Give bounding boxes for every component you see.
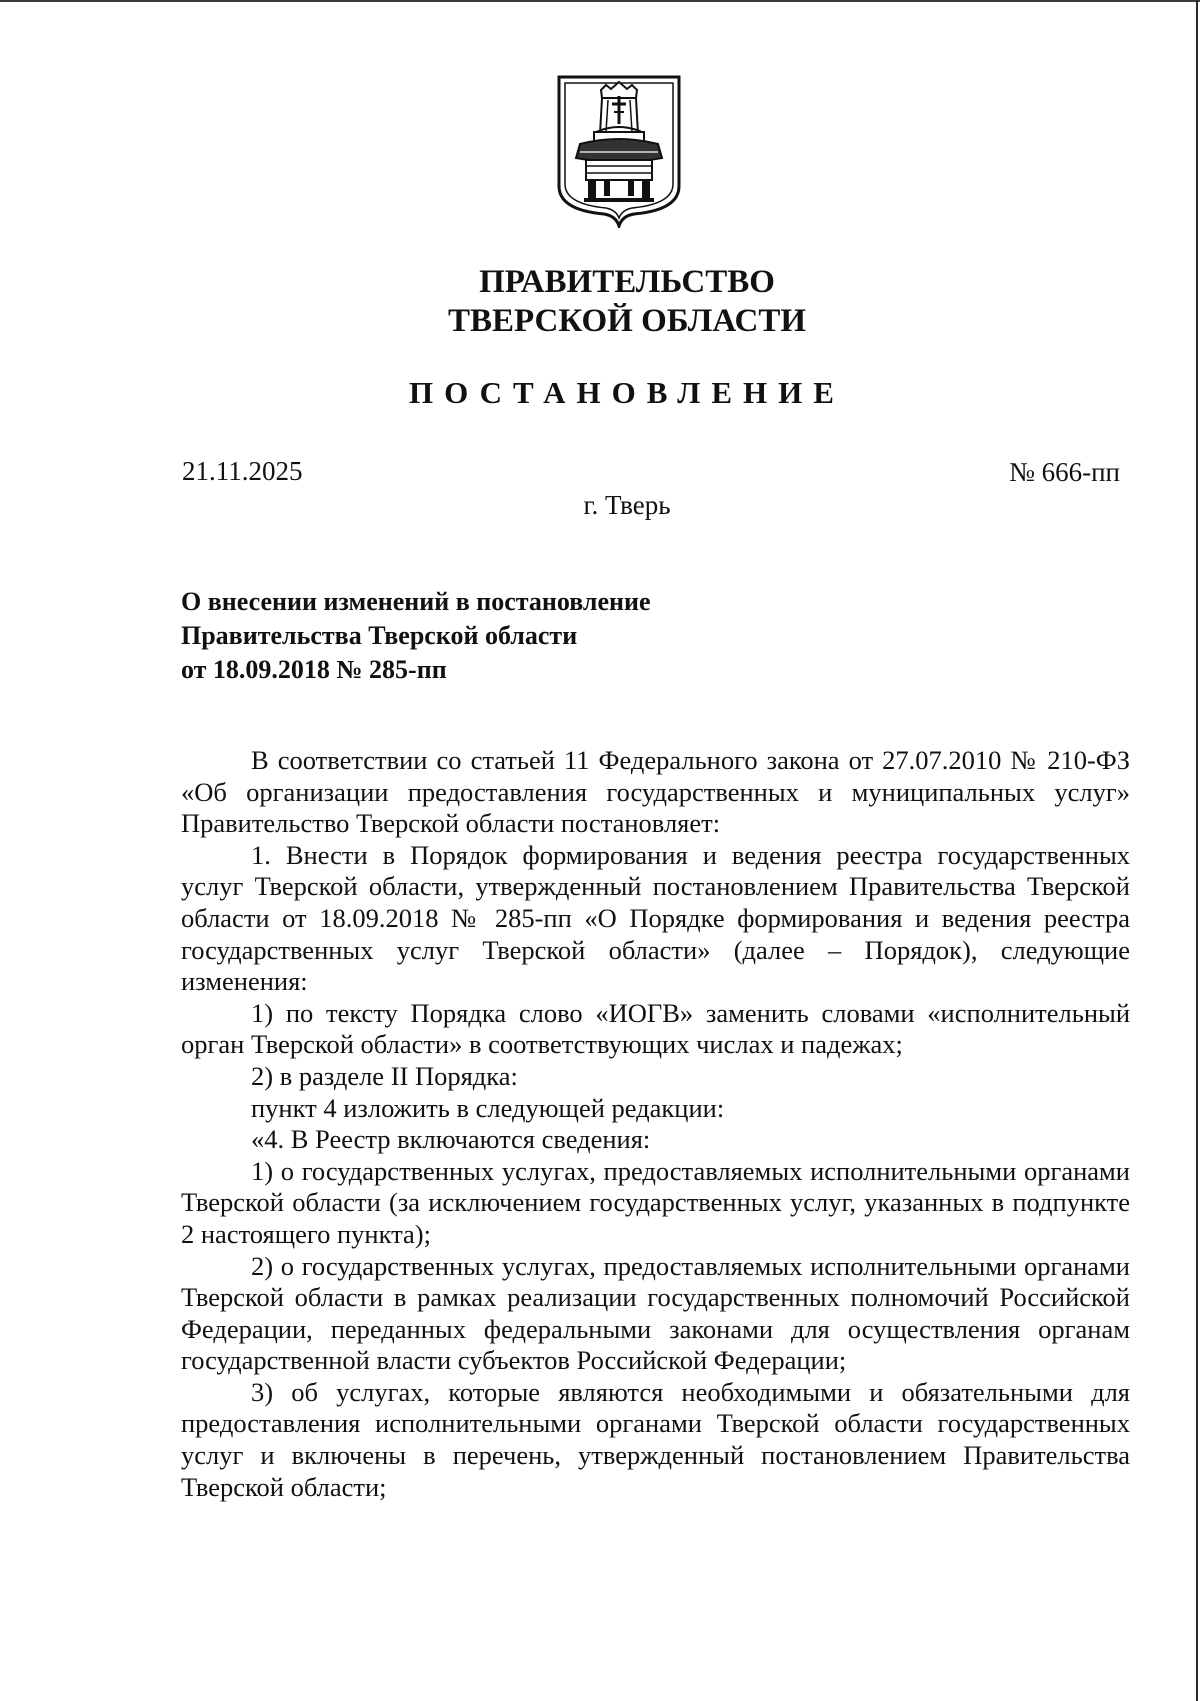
body-paragraph: 3) об услугах, которые являются необходимыми и обязательными для предоставления исполнительными органами Тверской области государственных услуг и включены в перечень, утвержденный постановлением Правительства Тверской области; (181, 1376, 1130, 1502)
body-paragraph: «4. В Реестр включаются сведения: (251, 1124, 651, 1155)
body-paragraph: 1) по тексту Порядка слово «ИОГВ» заменить словами «исполнительный орган Тверской области» в соответствующих числах и падежах; (181, 997, 1130, 1060)
document-number: № 666-пп (1009, 457, 1120, 487)
subject-line: Правительства Тверской области (181, 621, 578, 650)
scan-edge-right (1196, 0, 1198, 1701)
body-paragraph: 1. Внести в Порядок формирования и ведения реестра государственных услуг Тверской области, утвержденный постановлением Правительства Тверской области от 18.09.2018 № 285-пп «О Порядке формирования и ведения реестра государственных услуг Тверской области» (далее – Порядок), следующие изменения: (181, 839, 1130, 997)
body-paragraph: пункт 4 изложить в следующей редакции: (251, 1092, 725, 1123)
body-paragraph: В соответствии со статьей 11 Федерального закона от 27.07.2010 № 210-ФЗ «Об организации предоставления государственных и муниципальных услуг» Правительство Тверской области постановляет: (181, 745, 1130, 839)
document-type-title: ПОСТАНОВЛЕНИЕ (409, 375, 845, 410)
document-city: г. Тверь (583, 490, 671, 520)
body-paragraph: 1) о государственных услугах, предоставляемых исполнительными органами Тверской области (за исключением государственных услуг, указанных в подпункте 2 настоящего пункта); (181, 1155, 1130, 1249)
coat-of-arms-emblem (556, 74, 682, 228)
scan-edge-top (0, 0, 1200, 2)
document-body (181, 745, 1130, 1503)
document-date: 21.11.2025 (182, 456, 303, 486)
subject-line: О внесении изменений в постановление (181, 587, 651, 616)
body-paragraph: 2) о государственных услугах, предоставляемых исполнительными органами Тверской области в рамках реализации государственных полномочий Российской Федерации, переданных федеральными законами для осуществления органам государственной власти субъектов Российской Федерации; (181, 1250, 1130, 1376)
body-paragraph: 2) в разделе II Порядка: (251, 1060, 518, 1091)
document-subject (181, 585, 651, 687)
subject-line: от 18.09.2018 № 285-пп (181, 655, 447, 684)
government-name-line1: ПРАВИТЕЛЬСТВО (479, 264, 775, 300)
government-name-line2: ТВЕРСКОЙ ОБЛАСТИ (447, 303, 807, 339)
